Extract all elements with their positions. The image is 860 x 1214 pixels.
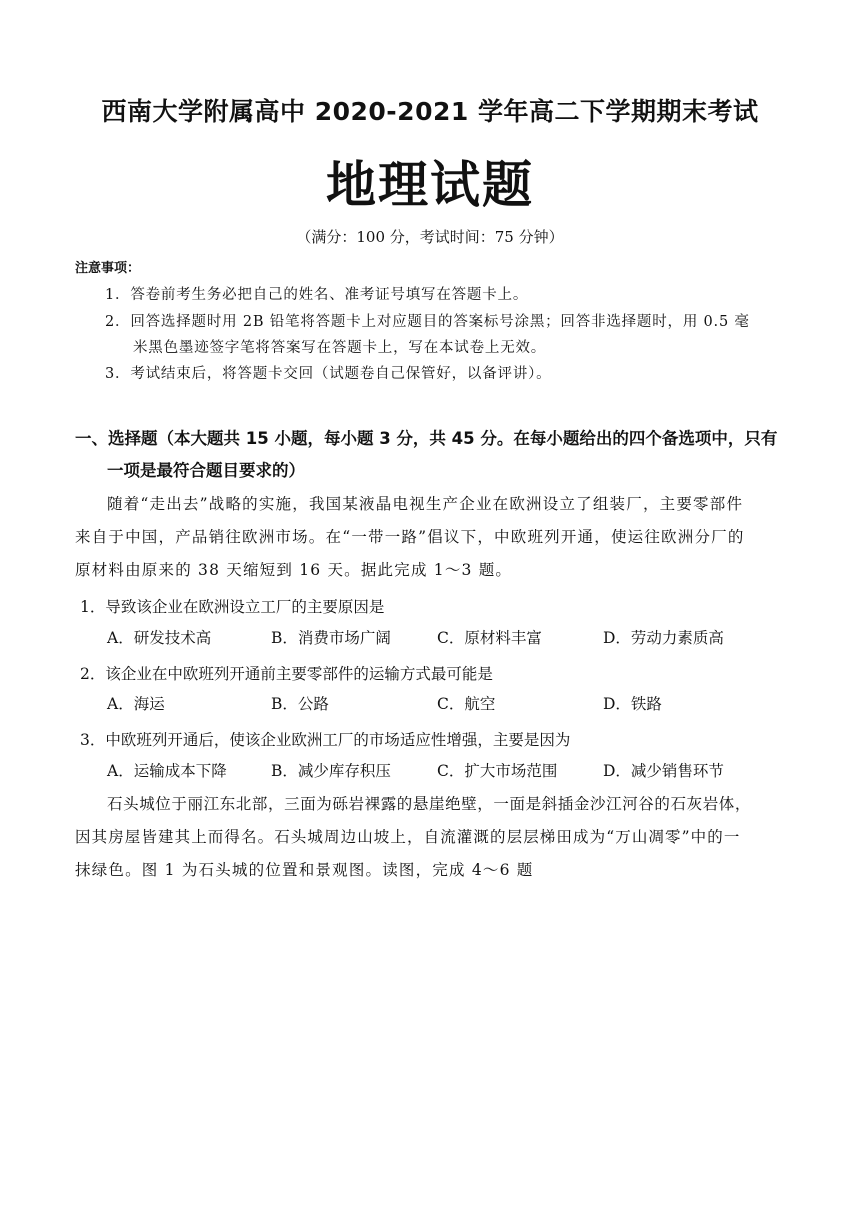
passage-line: 石头城位于丽江东北部，三面为砾岩裸露的悬崖绝壁，一面是斜插金沙江河谷的石灰岩体，: [107, 795, 752, 813]
passage-line: 来自于中国，产品销往欧洲市场。在“一带一路”倡议下，中欧班列开通，使运往欧洲分厂的: [75, 528, 745, 546]
notice-heading: 注意事项：: [75, 261, 141, 276]
option-d: D．减少销售环节: [603, 762, 724, 780]
option-c: C．原材料丰富: [437, 629, 542, 647]
notice-item: 1．答卷前考生务必把自己的姓名、准考证号填写在答题卡上。: [105, 287, 529, 303]
passage-line: 原材料由原来的 38 天缩短到 16 天。据此完成 1～3 题。: [75, 561, 513, 579]
passage-line: 因其房屋皆建其上而得名。石头城周边山坡上，自流灌溉的层层梯田成为“万山凋零”中的一: [75, 828, 741, 846]
notice-item: 3．考试结束后，将答题卡交回（试题卷自己保管好，以备评讲）。: [105, 366, 552, 382]
option-b: B．公路: [271, 695, 329, 713]
passage-line: 随着“走出去”战略的实施，我国某液晶电视生产企业在欧洲设立了组装厂，主要零部件: [107, 495, 744, 513]
question-stem: 1．导致该企业在欧洲设立工厂的主要原因是: [80, 598, 385, 616]
notice-item: 2．回答选择题时用 2B 铅笔将答题卡上对应题目的答案标号涂黑；回答非选择题时，用 0.5 毫: [105, 314, 750, 330]
exam-title: 西南大学附属高中 2020-2021 学年高二下学期期末考试: [101, 97, 759, 126]
option-a: A．研发技术高: [107, 629, 212, 647]
option-a: A．海运: [107, 695, 165, 713]
question-stem: 2．该企业在中欧班列开通前主要零部件的运输方式最可能是: [80, 665, 493, 683]
exam-meta: （满分：100 分，考试时间：75 分钟）: [296, 228, 564, 246]
section-heading: 一、选择题（本大题共 15 小题，每小题 3 分，共 45 分。在每小题给出的四个备选项中，只有: [75, 429, 778, 448]
section-heading: 一项是最符合题目要求的）: [107, 461, 305, 480]
question-stem: 3．中欧班列开通后，使该企业欧洲工厂的市场适应性增强，主要是因为: [80, 731, 571, 749]
subject-title: 地理试题: [326, 156, 534, 214]
notice-item: 米黑色墨迹签字笔将答案写在答题卡上，写在本试卷上无效。: [133, 340, 547, 356]
option-d: D．铁路: [603, 695, 662, 713]
option-c: C．扩大市场范围: [437, 762, 558, 780]
option-b: B．减少库存积压: [271, 762, 391, 780]
passage-line: 抹绿色。图 1 为石头城的位置和景观图。读图，完成 4～6 题: [75, 861, 534, 879]
option-a: A．运输成本下降: [107, 762, 227, 780]
option-c: C．航空: [437, 695, 496, 713]
option-b: B．消费市场广阔: [271, 629, 391, 647]
option-d: D．劳动力素质高: [603, 629, 724, 647]
